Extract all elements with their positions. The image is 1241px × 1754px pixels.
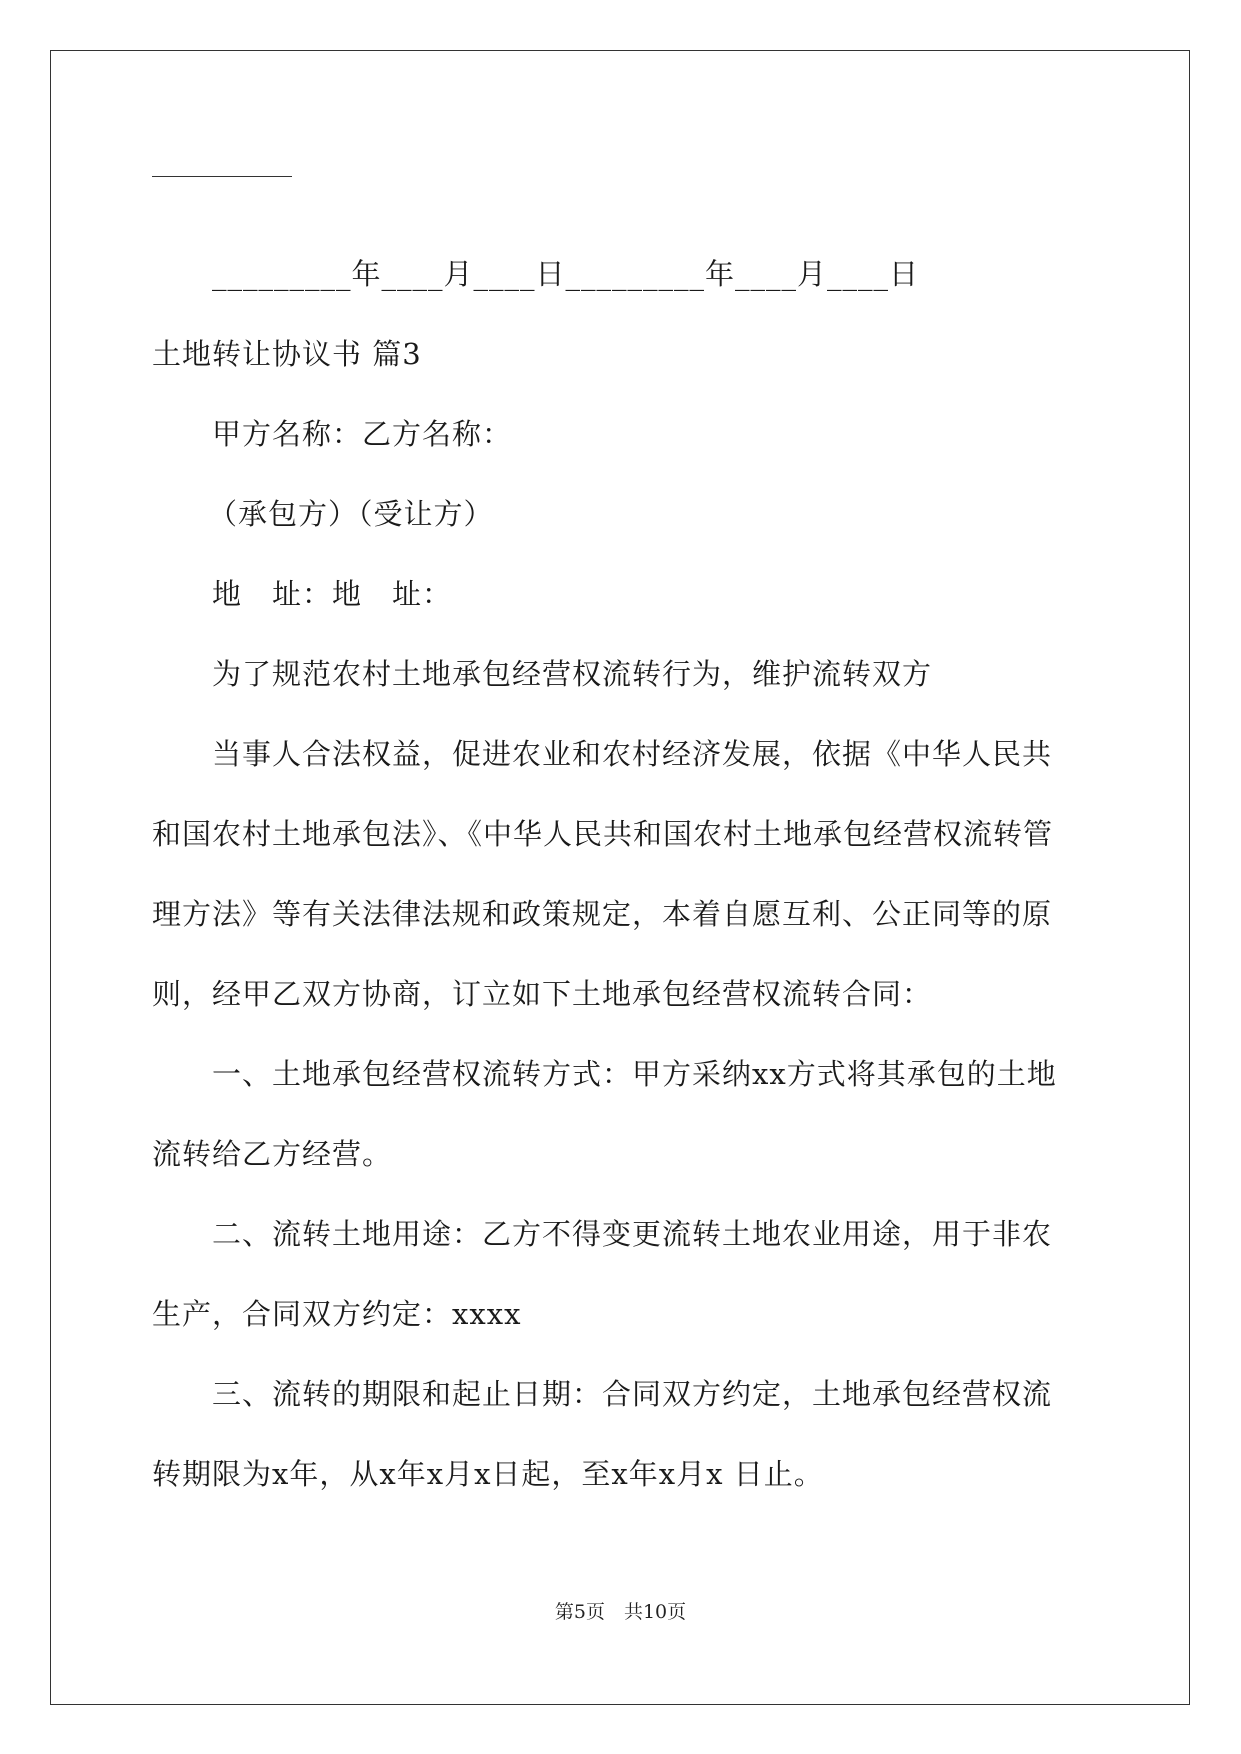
paragraph-line: 当事人合法权益，促进农业和农村经济发展，依据《中华人民共 (212, 737, 1053, 771)
paragraph-line: 理方法》等有关法律法规和政策规定，本着自愿互利、公正同等的原 (152, 897, 1053, 931)
paragraph-line: 则，经甲乙双方协商，订立如下土地承包经营权流转合同： (152, 977, 933, 1011)
clause-2-line: 生产，合同双方约定：xxxx (152, 1297, 522, 1331)
paragraph-line: 和国农村土地承包法》、《中华人民共和国农村土地承包经营权流转管 (152, 817, 1054, 851)
clause-3-line: 转期限为x年，从x年x月x日起，至x年x月x 日止。 (152, 1457, 824, 1491)
clause-1-line: 流转给乙方经营。 (152, 1137, 393, 1171)
clause-2-line: 二、流转土地用途：乙方不得变更流转土地农业用途，用于非农 (212, 1217, 1053, 1251)
party-roles-line: （承包方）（受让方） (208, 497, 494, 531)
page-number-footer: 第5页 共10页 (554, 1601, 687, 1623)
section-title: 土地转让协议书 篇3 (152, 337, 422, 371)
signature-blank-line (152, 176, 292, 177)
clause-1-line: 一、土地承包经营权流转方式：甲方采纳xx方式将其承包的土地 (212, 1057, 1057, 1091)
clause-3-line: 三、流转的期限和起止日期：合同双方约定，土地承包经营权流 (212, 1377, 1053, 1411)
address-line: 地 址：地 址： (212, 577, 453, 611)
date-blanks-line: _________年____月____日_________年____月____日 (212, 257, 920, 291)
paragraph-line: 为了规范农村土地承包经营权流转行为，维护流转双方 (212, 657, 933, 691)
party-names-line: 甲方名称：乙方名称： (212, 417, 513, 451)
